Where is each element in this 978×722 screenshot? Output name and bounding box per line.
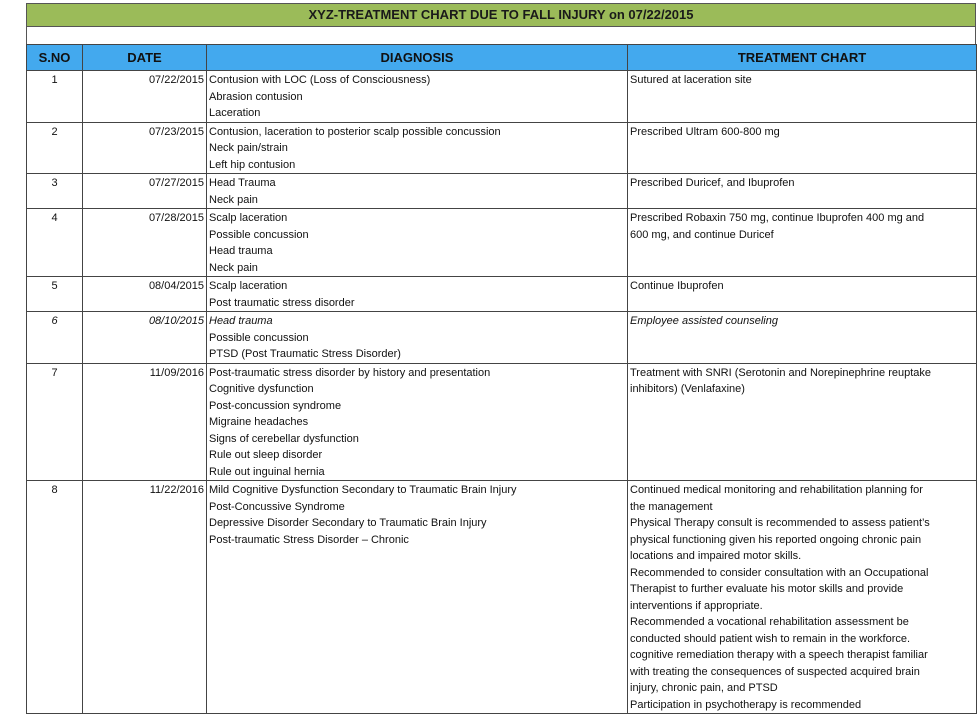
header-treatment: TREATMENT CHART (628, 45, 977, 71)
treatment-line: with treating the consequences of suspected acquired brain (630, 665, 920, 678)
diagnosis-line: Neck pain (209, 193, 258, 206)
row-diagnosis (207, 122, 628, 174)
row-diagnosis (207, 277, 628, 312)
treatment-line: locations and impaired motor skills. (630, 550, 802, 562)
diagnosis-line: Contusion, laceration to posterior scalp possible concussion (209, 125, 501, 138)
diagnosis-line: Head trauma (209, 245, 273, 257)
treatment-line: 600 mg, and continue Duricef (630, 228, 774, 241)
treatment-table (26, 44, 977, 714)
treatment-line: the management (630, 500, 713, 513)
row-date: 07/27/2015 (83, 174, 207, 209)
treatment-line: cognitive remediation therapy with a speech therapist familiar (630, 649, 928, 661)
diagnosis-line: Post-traumatic stress disorder by history and presentation (209, 366, 491, 379)
diagnosis-line: Post-concussion syndrome (209, 399, 342, 412)
diagnosis-line: Neck pain/strain (209, 142, 288, 154)
treatment-line: Therapist to further evaluate his motor skills and provide (630, 583, 904, 595)
treatment-line: Prescribed Robaxin 750 mg, continue Ibuprofen 400 mg and (630, 212, 925, 224)
diagnosis-line: Rule out sleep disorder (209, 449, 323, 461)
table-row (27, 277, 977, 312)
treatment-line: Employee assisted counseling (630, 315, 778, 327)
diagnosis-line: Contusion with LOC (Loss of Consciousness) (209, 74, 431, 86)
diagnosis-line: PTSD (Post Traumatic Stress Disorder) (209, 348, 401, 360)
treatment-line: interventions if appropriate. (630, 599, 763, 612)
table-row (27, 209, 977, 277)
row-date: 08/04/2015 (83, 277, 207, 312)
diagnosis-line: Possible concussion (209, 331, 309, 344)
header-diagnosis: DIAGNOSIS (207, 45, 628, 71)
diagnosis-line: Signs of cerebellar dysfunction (209, 432, 359, 445)
diagnosis-line: Mild Cognitive Dysfunction Secondary to Traumatic Brain Injury (209, 484, 517, 496)
table-row (27, 363, 977, 481)
chart-title: XYZ-TREATMENT CHART DUE TO FALL INJURY on 07/22/2015 (26, 3, 976, 27)
row-sno: 1 (27, 71, 83, 123)
header-date: DATE (83, 45, 207, 71)
diagnosis-line: Post traumatic stress disorder (209, 296, 355, 309)
treatment-line: Prescribed Ultram 600-800 mg (630, 125, 780, 138)
treatment-line: Participation in psychotherapy is recommended (630, 698, 862, 711)
row-sno: 8 (27, 481, 83, 714)
row-diagnosis (207, 209, 628, 277)
row-date: 11/09/2016 (83, 363, 207, 481)
treatment-line: injury, chronic pain, and PTSD (630, 682, 778, 694)
diagnosis-line: Head Trauma (209, 177, 276, 189)
treatment-line: Recommended a vocational rehabilitation assessment be (630, 616, 909, 628)
row-treatment (628, 277, 977, 312)
diagnosis-line: Scalp laceration (209, 280, 288, 292)
table-row (27, 481, 977, 714)
row-treatment (628, 312, 977, 364)
treatment-line: physical functioning given his reported ongoing chronic pain (630, 533, 922, 546)
row-date: 07/28/2015 (83, 209, 207, 277)
diagnosis-line: Rule out inguinal hernia (209, 465, 325, 478)
diagnosis-line: Possible concussion (209, 228, 309, 241)
row-diagnosis (207, 71, 628, 123)
header-sno: S.NO (27, 45, 83, 71)
row-sno: 6 (27, 312, 83, 364)
diagnosis-line: Neck pain (209, 261, 258, 274)
diagnosis-line: Laceration (209, 107, 261, 119)
diagnosis-line: Migraine headaches (209, 416, 309, 428)
row-treatment (628, 209, 977, 277)
treatment-line: Continued medical monitoring and rehabilitation planning for (630, 484, 923, 496)
row-date: 08/10/2015 (83, 312, 207, 364)
row-treatment (628, 122, 977, 174)
row-sno: 2 (27, 122, 83, 174)
diagnosis-line: Scalp laceration (209, 212, 288, 224)
row-diagnosis (207, 481, 628, 714)
treatment-line: Prescribed Duricef, and Ibuprofen (630, 177, 795, 189)
table-header-row (27, 45, 977, 71)
row-diagnosis (207, 174, 628, 209)
row-treatment (628, 174, 977, 209)
diagnosis-line: Left hip contusion (209, 158, 296, 171)
row-sno: 4 (27, 209, 83, 277)
diagnosis-line: Post-Concussive Syndrome (209, 500, 345, 513)
row-sno: 3 (27, 174, 83, 209)
row-diagnosis (207, 363, 628, 481)
treatment-line: Sutured at laceration site (630, 74, 752, 86)
treatment-line: conducted should patient wish to remain in the workforce. (630, 632, 911, 645)
treatment-line: Recommended to consider consultation with an Occupational (630, 566, 929, 579)
diagnosis-line: Abrasion contusion (209, 90, 303, 103)
diagnosis-line: Depressive Disorder Secondary to Traumatic Brain Injury (209, 517, 487, 529)
table-row (27, 71, 977, 123)
treatment-line: Treatment with SNRI (Serotonin and Norepinephrine reuptake (630, 366, 932, 379)
blank-row (26, 27, 976, 44)
treatment-line: Continue Ibuprofen (630, 280, 724, 292)
table-row (27, 174, 977, 209)
diagnosis-line: Cognitive dysfunction (209, 383, 314, 395)
row-date: 07/23/2015 (83, 122, 207, 174)
row-sno: 7 (27, 363, 83, 481)
diagnosis-line: Post-traumatic Stress Disorder – Chronic (209, 533, 409, 546)
row-date: 07/22/2015 (83, 71, 207, 123)
treatment-line: inhibitors) (Venlafaxine) (630, 383, 745, 395)
row-treatment (628, 481, 977, 714)
row-sno: 5 (27, 277, 83, 312)
row-date: 11/22/2016 (83, 481, 207, 714)
row-treatment (628, 363, 977, 481)
table-row (27, 312, 977, 364)
table-row (27, 122, 977, 174)
row-diagnosis (207, 312, 628, 364)
row-treatment (628, 71, 977, 123)
treatment-line: Physical Therapy consult is recommended to assess patient’s (630, 517, 930, 529)
diagnosis-line: Head trauma (209, 315, 273, 327)
